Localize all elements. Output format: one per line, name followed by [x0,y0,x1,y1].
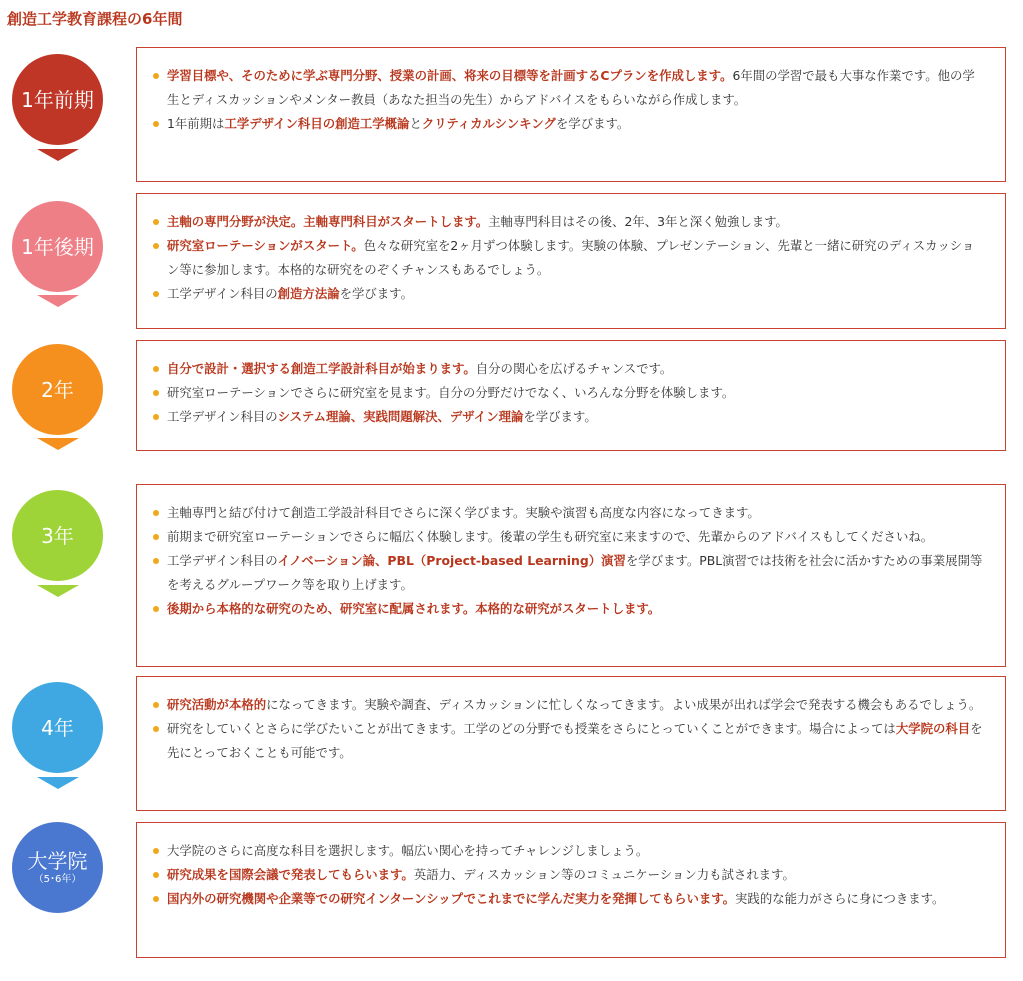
bullet-list [137,693,1005,765]
body-text: 工学デザイン科目の [167,553,278,568]
down-arrow-icon [37,438,79,450]
highlight-text: クリティカルシンキング [421,116,556,131]
body-text: 1年前期は [167,116,225,131]
body-text: を学びます。 [339,286,413,301]
stage-circle [12,490,103,581]
body-text: 6年間の学習で最も大事な作業です。他の学生とディスカッションやメンター教員（あなた担当の先生）からアドバイスをもらいながら作成します。 [167,68,975,107]
bullet-list [137,839,1005,911]
bullet-item [167,887,1005,911]
body-text: を学びます。 [523,409,597,424]
highlight-text: 工学デザイン科目の創造工学概論 [224,116,410,131]
bullet-item [167,501,1005,525]
stage-label: 大学院 [27,848,88,873]
highlight-text: 国内外の研究機関や企業等での研究インターンシップでこれまでに学んだ実力を発揮してもらいます。 [167,891,736,906]
body-text: 大学院のさらに高度な科目を選択します。幅広い関心を持ってチャレンジしましょう。 [167,843,649,858]
highlight-text: 自分で設計・選択する創造工学設計科目が始まります。 [167,361,476,376]
bullet-item [167,405,1005,429]
highlight-text: 学習目標や、そのために学ぶ専門分野、授業の計画、将来の目標等を計画するCプランを作成します。 [167,68,733,83]
bullet-item [167,549,1005,597]
bullet-item [167,210,1005,234]
stage-label: 1年前期 [21,87,94,112]
body-text: 自分の関心を広げるチャンスです。 [475,361,673,376]
bullet-list [137,64,1005,136]
page-title: 創造工学教育課程の6年間 [7,10,183,28]
body-text: 主軸専門科目はその後、2年、3年と深く勉強します。 [488,214,788,229]
body-text: 前期まで研究室ローテーションでさらに幅広く体験します。後輩の学生も研究室に来ますので、先輩からのアドバイスもしてくださいね。 [167,529,934,544]
highlight-text: 研究活動が本格的 [167,697,267,712]
stage-label: 3年 [41,523,74,548]
body-text: と [409,116,422,131]
stage-description-card [136,47,1006,182]
body-text: になってきます。実験や調査、ディスカッションに忙しくなってきます。よい成果が出れば学会で発表する機会もあるでしょう。 [266,697,982,712]
bullet-item [167,717,1005,765]
body-text: 工学デザイン科目の [167,409,278,424]
bullet-item [167,282,1005,306]
highlight-text: イノベーション論、PBL（Project-based Learning）演習 [277,553,626,568]
bullet-list [137,501,1005,621]
body-text: 工学デザイン科目の [167,286,278,301]
body-text: を先にとっておくことも可能です。 [167,721,983,760]
stage-description-card [136,822,1006,958]
bullet-item [167,839,1005,863]
stage-label: 2年 [41,377,74,402]
down-arrow-icon [37,295,79,307]
highlight-text: 主軸の専門分野が決定。主軸専門科目がスタートします。 [167,214,489,229]
bullet-item [167,863,1005,887]
highlight-text: 研究成果を国際会議で発表してもらいます。 [167,867,414,882]
stage-description-card [136,193,1006,329]
body-text: を学びます。PBL演習では技術を社会に活かすための事業展開等を考えるグループワーク等を取り上げます。 [167,553,983,592]
bullet-list [137,357,1005,429]
stage-circle [12,822,103,913]
bullet-item [167,693,1005,717]
bullet-item [167,597,1005,621]
stage-circle [12,682,103,773]
down-arrow-icon [37,149,79,161]
bullet-item [167,64,1005,112]
stage-label: 1年後期 [21,234,94,259]
bullet-item [167,112,1005,136]
stage-circle [12,54,103,145]
stage-description-card [136,676,1006,811]
stage-label: 4年 [41,715,74,740]
body-text: を学びます。 [555,116,630,131]
body-text: 英語力、ディスカッション等のコミュニケーション力も試されます。 [413,867,795,882]
down-arrow-icon [37,585,79,597]
stage-description-card [136,484,1006,667]
stage-circle [12,344,103,435]
bullet-item [167,381,1005,405]
bullet-list [137,210,1005,306]
bullet-item [167,525,1005,549]
body-text: 研究をしていくとさらに学びたいことが出てきます。工学のどの分野でも授業をさらにとっていくことができます。場合によっては [167,721,896,736]
stage-circle [12,201,103,292]
highlight-text: 創造方法論 [277,286,340,301]
body-text: 主軸専門と結び付けて創造工学設計科目でさらに深く学びます。実験や演習も高度な内容になってきます。 [167,505,760,520]
down-arrow-icon [37,777,79,789]
highlight-text: 研究室ローテーションがスタート。 [167,238,364,253]
bullet-item [167,357,1005,381]
body-text: 色々な研究室を2ヶ月ずつ体験します。実験の体験、プレゼンテーション、先輩と一緒に研究のディスカッション等に参加します。本格的な研究をのぞくチャンスもあるでしょう。 [167,238,975,277]
highlight-text: 後期から本格的な研究のため、研究室に配属されます。本格的な研究がスタートします。 [167,601,661,616]
highlight-text: 大学院の科目 [895,721,971,736]
stage-sublabel: （5･6年） [33,873,82,885]
bullet-item [167,234,1005,282]
body-text: 研究室ローテーションでさらに研究室を見ます。自分の分野だけでなく、いろんな分野を体験します。 [167,385,735,400]
body-text: 実践的な能力がさらに身につきます。 [735,891,945,906]
highlight-text: システム理論、実践問題解決、デザイン理論 [277,409,524,424]
stage-description-card [136,340,1006,451]
